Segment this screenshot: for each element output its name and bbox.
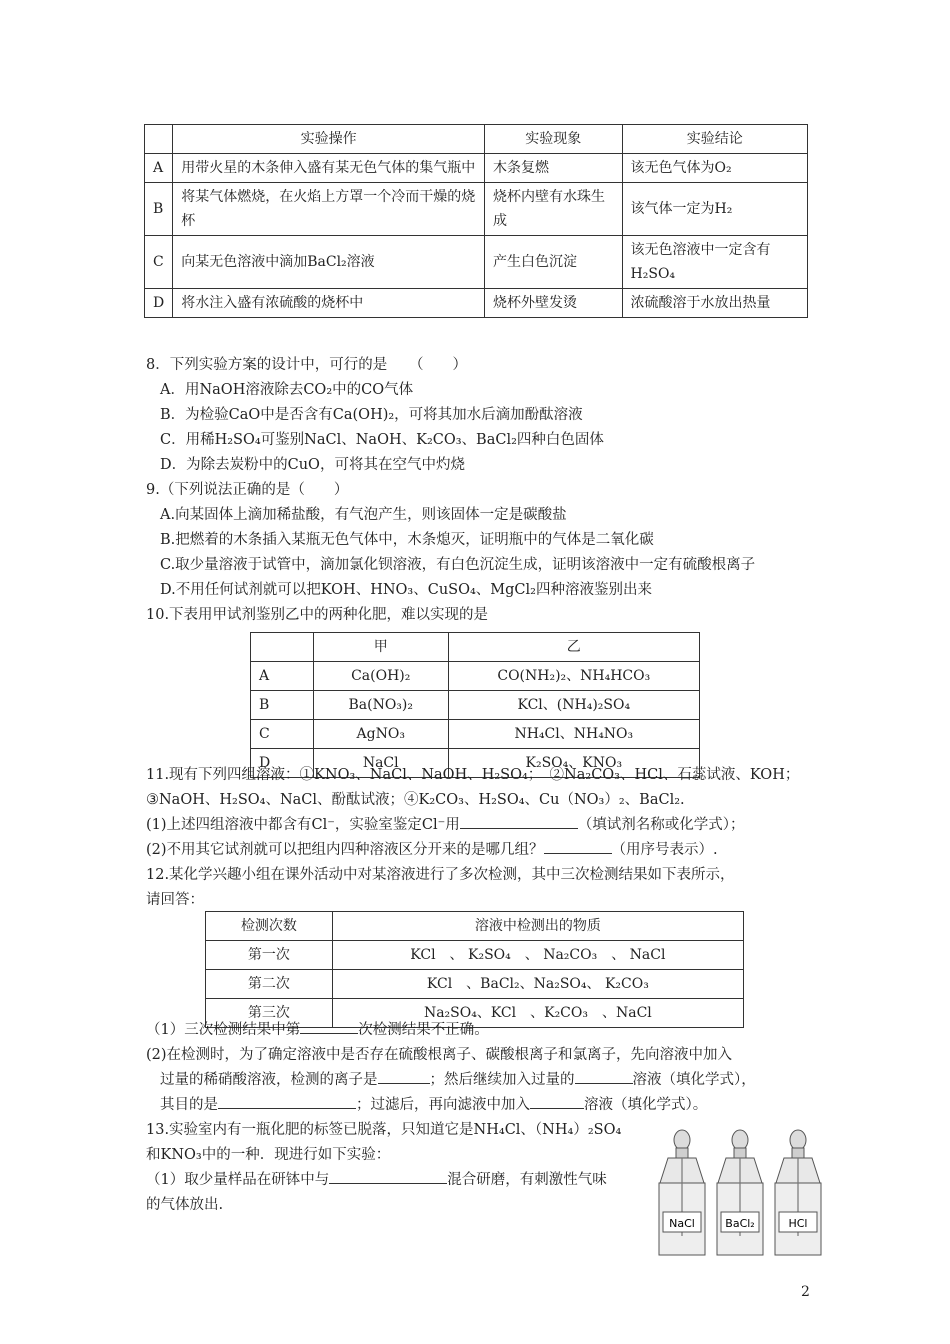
table-row	[145, 154, 808, 183]
table-row	[251, 662, 700, 691]
table-cell: 第三次	[206, 999, 333, 1028]
q13-part1-cont: 的气体放出.	[146, 1197, 224, 1213]
table-cell: 将水注入盛有浓硫酸的烧杯中	[173, 289, 485, 318]
answer-blank[interactable]	[460, 814, 578, 829]
q8-option-d: D．为除去炭粉中的CuO，可将其在空气中灼烧	[160, 457, 465, 473]
q12-part1	[146, 1018, 489, 1042]
table-header-phenomenon: 实验现象	[485, 125, 623, 154]
table-cell: C	[145, 236, 173, 289]
q8-option-b: B．为检验CaO中是否含有Ca(OH)₂，可将其加水后滴加酚酞溶液	[160, 407, 583, 423]
q13-line2: 和KNO₃中的一种．现进行如下实验：	[146, 1147, 391, 1163]
q13-part1-text: （1）取少量样品在研钵中与	[146, 1172, 330, 1188]
q12-part2-text-e: ；过滤后，再向滤液中加入	[356, 1097, 530, 1113]
table-cell	[145, 125, 173, 154]
table-cell: 该无色气体为O₂	[622, 154, 807, 183]
table-header-jia: 甲	[313, 633, 448, 662]
q11-part1-hint: （填试剂名称或化学式）；	[577, 817, 745, 833]
q12-line1: 12.某化学兴趣小组在课外活动中对某溶液进行了多次检测，其中三次检测结果如下表所示，	[146, 867, 735, 883]
table-cell: NH₄Cl、NH₄NO₃	[448, 720, 699, 749]
table-cell: Ba(NO₃)₂	[313, 691, 448, 720]
q8-stem: 8．下列实验方案的设计中，可行的是 （ ）	[146, 357, 467, 373]
table-cell: KCl、(NH₄)₂SO₄	[448, 691, 699, 720]
table-cell: K₂SO₄、KNO₃	[448, 749, 699, 778]
table-cell: Ca(OH)₂	[313, 662, 448, 691]
table-cell: 木条复燃	[485, 154, 623, 183]
page-number: 2	[801, 1284, 810, 1300]
table-cell: A	[251, 662, 314, 691]
table-cell: D	[145, 289, 173, 318]
table-cell: 烧杯外壁发烫	[485, 289, 623, 318]
q12-part2-line1: (2)在检测时，为了确定溶液中是否存在硫酸根离子、碳酸根离子和氯离子，先向溶液中加入	[146, 1047, 733, 1063]
experiment-table	[144, 124, 808, 318]
q12-part2-line2	[160, 1068, 756, 1092]
table-cell: CO(NH₂)₂、NH₄HCO₃	[448, 662, 699, 691]
table-header-operation: 实验操作	[173, 125, 485, 154]
table-cell: NaCl	[313, 749, 448, 778]
q12-part2-text-d: 其目的是	[160, 1097, 218, 1113]
answer-blank[interactable]	[329, 1169, 447, 1184]
q12-part2-text-a: 过量的稀硝酸溶液，检测的离子是	[160, 1072, 378, 1088]
detection-table	[205, 911, 744, 1028]
table-row	[145, 236, 808, 289]
q12-part1-text: （1）三次检测结果中第	[146, 1022, 301, 1038]
q13-line1: 13.实验室内有一瓶化肥的标签已脱落，只知道它是NH₄Cl、（NH₄）₂SO₄	[146, 1122, 622, 1138]
table-cell: 第二次	[206, 970, 333, 999]
answer-blank[interactable]	[300, 1019, 358, 1034]
table-row	[145, 183, 808, 236]
q11-part1	[146, 813, 745, 837]
q13-part1-hint: 混合研磨，有刺激性气味	[447, 1172, 607, 1188]
q10-stem: 10.下表用甲试剂鉴别乙中的两种化肥，难以实现的是	[146, 607, 489, 623]
q9-option-c: C.取少量溶液于试管中，滴加氯化钡溶液，有白色沉淀生成，证明该溶液中一定有硫酸根离子	[160, 557, 756, 573]
q9-option-d: D.不用任何试剂就可以把KOH、HNO₃、CuSO₄、MgCl₂四种溶液鉴别出来	[160, 582, 652, 598]
table-cell: B	[145, 183, 173, 236]
table-cell: A	[145, 154, 173, 183]
table-cell: 第一次	[206, 941, 333, 970]
table-cell: B	[251, 691, 314, 720]
table-cell: KCl 、 K₂SO₄ 、 Na₂CO₃ 、 NaCl	[332, 941, 743, 970]
q9-stem: 9.（下列说法正确的是（ ）	[146, 482, 349, 498]
table-cell: 向某无色溶液中滴加BaCl₂溶液	[173, 236, 485, 289]
table-header-conclusion: 实验结论	[622, 125, 807, 154]
table-cell: 该无色溶液中一定含有H₂SO₄	[622, 236, 807, 289]
table-row	[251, 720, 700, 749]
bottle-label-bacl2: BaCl₂	[725, 1217, 755, 1230]
q9-option-a: A.向某固体上滴加稀盐酸，有气泡产生，则该固体一定是碳酸盐	[160, 507, 567, 523]
answer-blank[interactable]	[575, 1069, 633, 1084]
table-cell: AgNO₃	[313, 720, 448, 749]
q11-part2-text: (2)不用其它试剂就可以把组内四种溶液区分开来的是哪几组？	[146, 842, 544, 858]
table-cell: 该气体一定为H₂	[622, 183, 807, 236]
table-header-yi: 乙	[448, 633, 699, 662]
dropper-bottle-nacl	[659, 1130, 705, 1255]
answer-blank[interactable]	[544, 839, 612, 854]
q11-part1-text: (1)上述四组溶液中都含有Cl⁻，实验室鉴定Cl⁻用	[146, 817, 460, 833]
table-row	[206, 941, 744, 970]
q8-option-c: C．用稀H₂SO₄可鉴别NaCl、NaOH、K₂CO₃、BaCl₂四种白色固体	[160, 432, 604, 448]
answer-blank[interactable]	[378, 1069, 430, 1084]
q12-part2-text-b: ；然后继续加入过量的	[429, 1072, 575, 1088]
q12-part1-hint: 次检测结果不正确。	[358, 1022, 489, 1038]
table-cell: 产生白色沉淀	[485, 236, 623, 289]
table-cell	[251, 633, 314, 662]
table-cell: KCl 、BaCl₂、Na₂SO₄、 K₂CO₃	[332, 970, 743, 999]
q8-option-a: A．用NaOH溶液除去CO₂中的CO气体	[160, 382, 414, 398]
table-cell: D	[251, 749, 314, 778]
bottle-label-nacl: NaCl	[669, 1217, 695, 1230]
table-cell: 烧杯内壁有水珠生成	[485, 183, 623, 236]
table-cell: Na₂SO₄、KCl 、K₂CO₃ 、NaCl	[332, 999, 743, 1028]
answer-blank[interactable]	[218, 1094, 356, 1109]
table-row	[251, 691, 700, 720]
table-row	[145, 289, 808, 318]
table-header-count: 检测次数	[206, 912, 333, 941]
table-header-row	[251, 633, 700, 662]
q11-line2: ③NaOH、H₂SO₄、NaCl、酚酞试液；④K₂CO₃、H₂SO₄、Cu（NO₃）₂、BaCl₂.	[146, 792, 685, 808]
answer-blank[interactable]	[530, 1094, 584, 1109]
dropper-bottle-hcl	[775, 1130, 821, 1255]
table-cell: C	[251, 720, 314, 749]
q12-line2: 请回答：	[146, 892, 204, 908]
fertilizer-table	[250, 632, 700, 778]
table-header-substances: 溶液中检测出的物质	[332, 912, 743, 941]
q12-part2-text-c: 溶液（填化学式），	[632, 1072, 756, 1088]
q13-part1	[146, 1168, 607, 1192]
table-cell: 将某气体燃烧，在火焰上方罩一个冷而干燥的烧杯	[173, 183, 485, 236]
table-cell: 浓硫酸溶于水放出热量	[622, 289, 807, 318]
table-header-row	[145, 125, 808, 154]
table-row	[206, 970, 744, 999]
bottle-label-hcl: HCl	[788, 1217, 808, 1230]
dropper-bottle-bacl2	[717, 1130, 763, 1255]
table-header-row	[206, 912, 744, 941]
q11-part2-hint: （用序号表示）.	[611, 842, 718, 858]
q11-part2	[146, 838, 718, 862]
q11-line1: 11.现有下列四组溶液：①KNO₃、NaCl、NaOH、H₂SO₄； ②Na₂CO₃、HCl、石蕊试液、KOH；	[146, 767, 800, 783]
table-cell: 用带火星的木条伸入盛有某无色气体的集气瓶中	[173, 154, 485, 183]
q9-option-b: B.把燃着的木条插入某瓶无色气体中，木条熄灭，证明瓶中的气体是二氧化碳	[160, 532, 654, 548]
q12-part2-text-f: 溶液（填化学式）。	[584, 1097, 708, 1113]
q12-part2-line3	[160, 1093, 707, 1117]
dropper-bottles-illustration	[655, 1128, 825, 1278]
